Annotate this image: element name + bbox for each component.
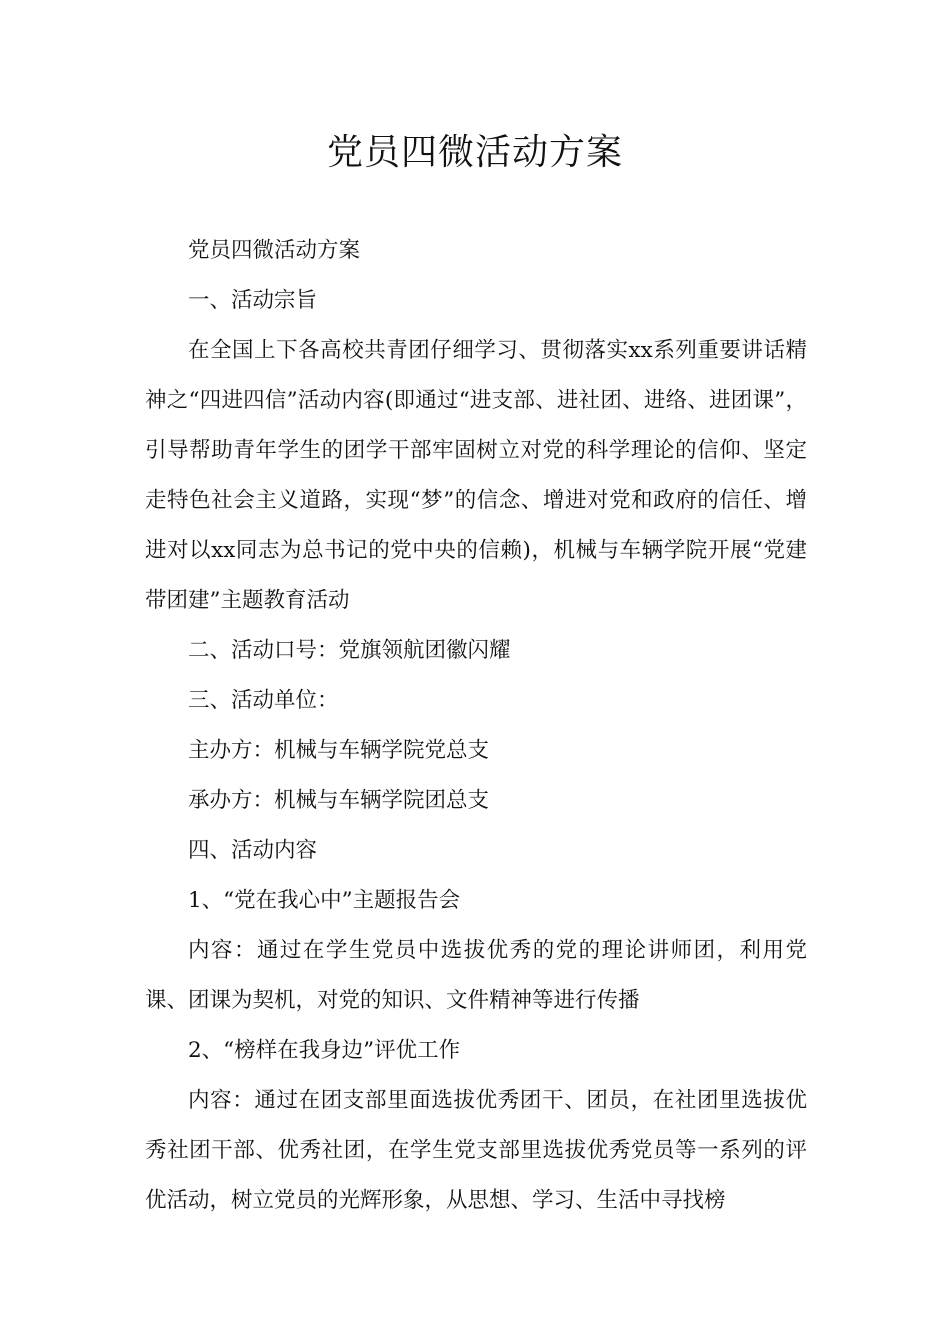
document-body: [145, 226, 807, 1226]
document-title: 党员四微活动方案: [326, 132, 623, 173]
section-heading-slogan: 二、活动口号：党旗领航团徽闪耀: [188, 638, 511, 663]
paragraph-co-organizer: 承办方：机械与车辆学院团总支: [188, 788, 490, 813]
section-heading-purpose: 一、活动宗旨: [188, 288, 318, 313]
item-heading-report: 1、“党在我心中”主题报告会: [188, 888, 461, 913]
paragraph-subtitle: 党员四微活动方案: [188, 238, 361, 263]
section-heading-content: 四、活动内容: [188, 838, 318, 863]
item-heading-awards: 2、“榜样在我身边”评优工作: [188, 1038, 461, 1063]
paragraph-organizer: 主办方：机械与车辆学院党总支: [188, 738, 490, 763]
paragraph-report-content: 内容：通过在学生党员中选拔优秀的党的理论讲师团，利用党课、团课为契机，对党的知识、文件精神等进行传播: [145, 938, 807, 1013]
section-heading-units: 三、活动单位：: [188, 688, 339, 713]
paragraph-awards-content: 内容：通过在团支部里面选拔优秀团干、团员，在社团里选拔优秀社团干部、优秀社团，在学生党支部里选拔优秀党员等一系列的评优活动，树立党员的光辉形象，从思想、学习、生活中寻找榜: [145, 1088, 807, 1213]
paragraph-purpose: 在全国上下各高校共青团仔细学习、贯彻落实xx系列重要讲话精神之“四进四信”活动内容(即通过“进支部、进社团、进络、进团课”，引导帮助青年学生的团学干部牢固树立对党的科学理论的信仰、坚定走特色社会主义道路，实现“梦”的信念、增进对党和政府的信任、增进对以xx同志为总书记的党中央的信赖)，机械与车辆学院开展“党建带团建”主题教育活动: [145, 338, 807, 613]
